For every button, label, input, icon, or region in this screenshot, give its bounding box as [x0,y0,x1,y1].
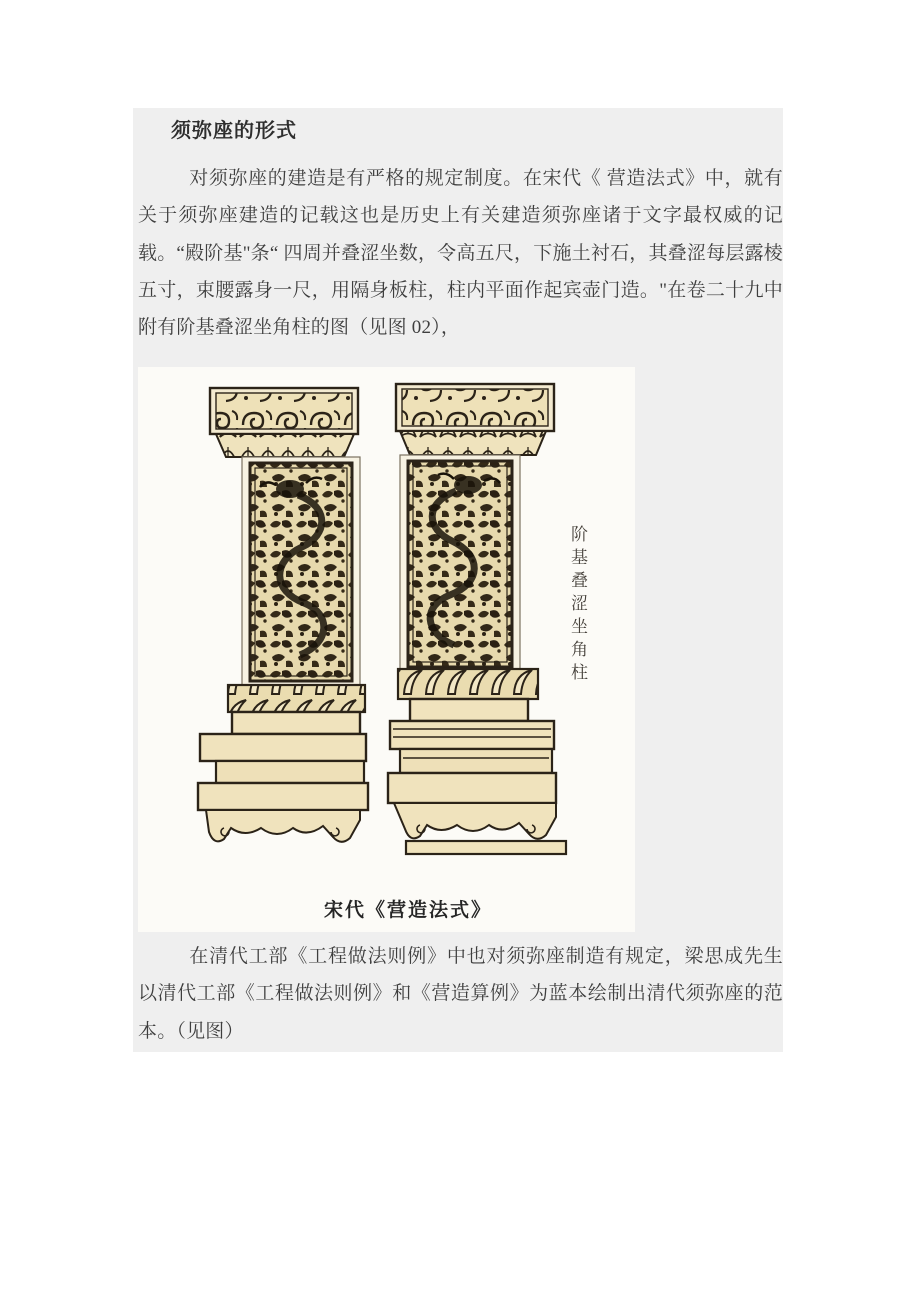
left-column [198,388,368,842]
page-title: 须弥座的形式 [171,120,297,142]
figure-caption: 宋代《营造法式》 [324,900,493,921]
pedestal-figure [138,367,635,932]
paragraph-qing-regulation: 在清代工部《工程做法则例》中也对须弥座制造有规定，梁思成先生以清代工部《工程做法则例》和《营造算例》为蓝本绘制出清代须弥座的范本。（见图） [138,946,783,1042]
figure-vertical-label: 阶基叠涩坐角柱 [568,525,587,686]
content-block [133,108,783,1052]
paragraph-song-regulation: 对须弥座的建造是有严格的规定制度。在宋代《 营造法式》中，就有关于须弥座建造的记载这也是历史上有关建造须弥座诸于文字最权威的记载。“殿阶基"条“ 四周并叠涩坐数，令高五尺，下施土衬石，其叠涩每层露棱五寸，束腰露身一尺，用隔身板柱，柱内平面作起宾壶门造。"在卷二十九中附有阶基叠涩坐角柱的图（见图 02）， [138,168,783,339]
pedestal-drawing-icon [138,367,635,932]
right-column [388,384,566,854]
